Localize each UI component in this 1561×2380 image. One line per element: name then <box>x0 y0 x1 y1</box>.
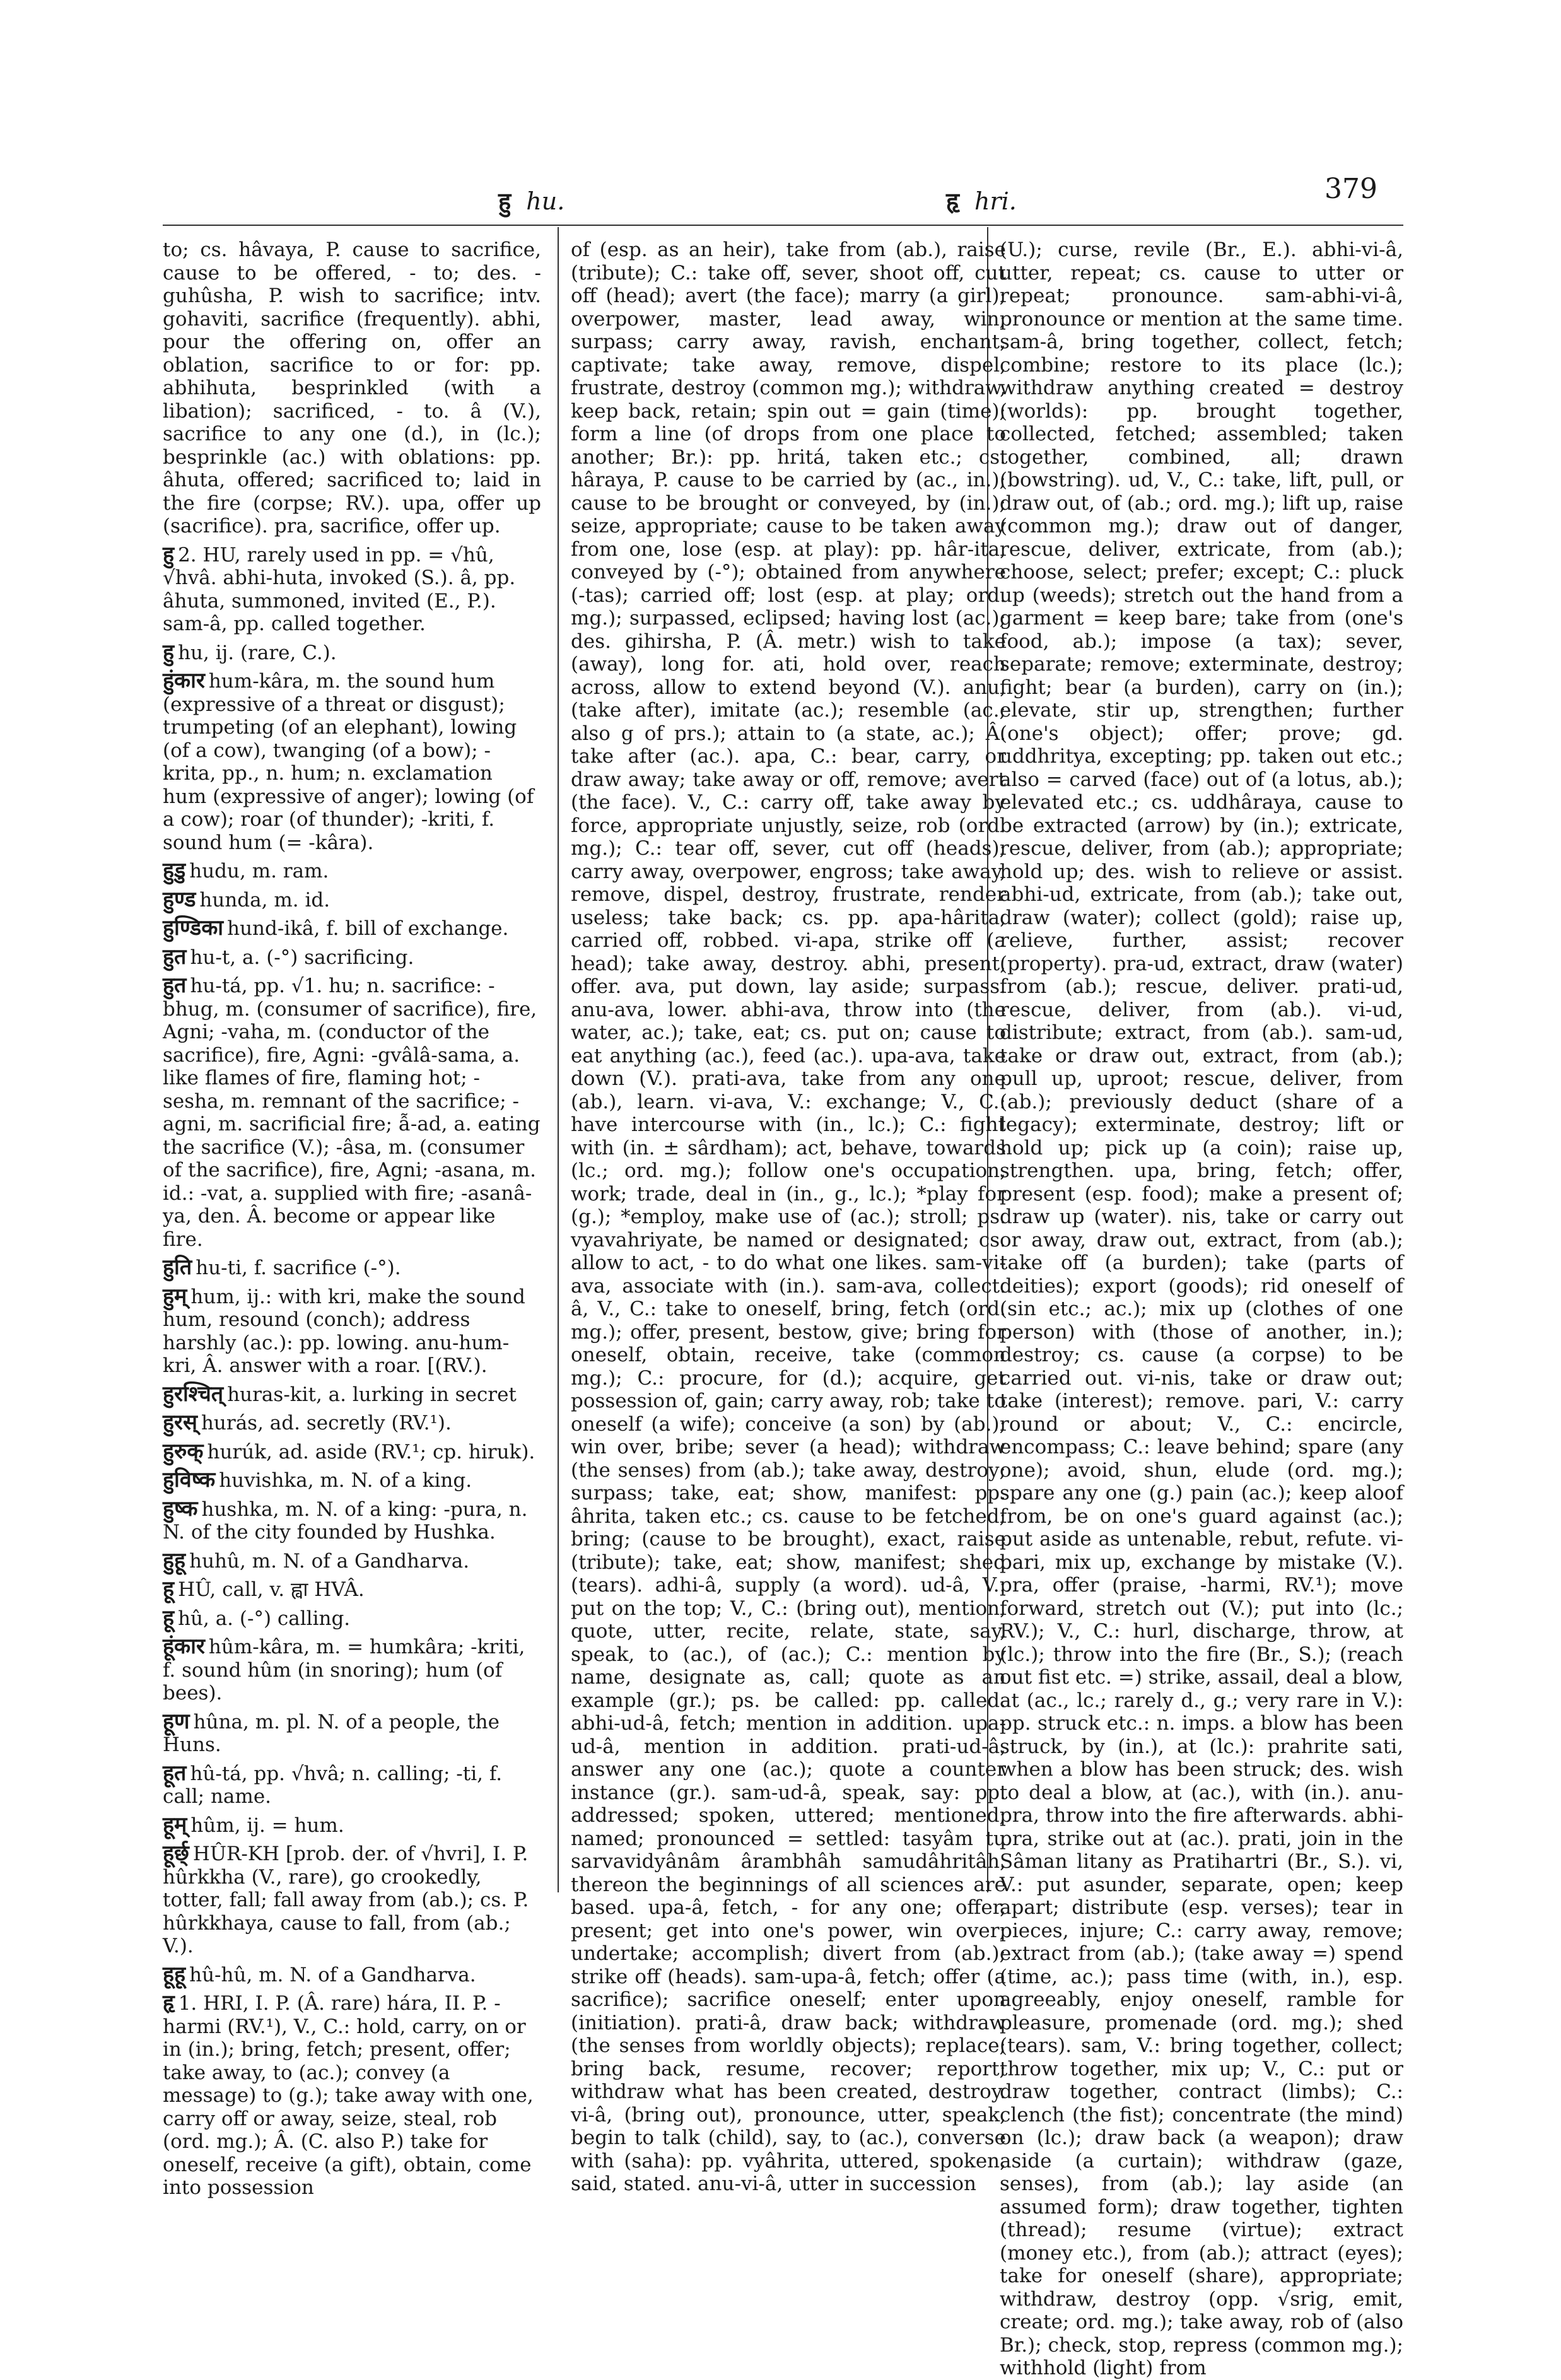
entry-headword: हुरश्चित् <box>163 1381 224 1407</box>
dictionary-entry <box>163 669 541 854</box>
entry-text: HÛR-KH [prob. der. of √hvri], I. P. hûrkkha (V., rare), go crookedly, totter, fall; fall away from (ab.); cs. P. hûrkkhaya, cause to fall, from (ab.; V.). <box>163 1843 529 1957</box>
entry-headword: हु <box>163 639 175 665</box>
dictionary-entry <box>163 859 541 883</box>
column-1 <box>163 238 541 2200</box>
dictionary-entry <box>163 1468 541 1492</box>
entry-headword: हुंकार <box>163 668 205 693</box>
entry-headword: हूम् <box>163 1812 187 1838</box>
entry-text: hund-ikâ, f. bill of exchange. <box>227 917 509 940</box>
entry-text: hûna, m. pl. N. of a people, the Huns. <box>163 1710 500 1756</box>
entry-headword: हूण <box>163 1708 190 1734</box>
entry-text: hum-kâra, m. the sound hum (expressive of a threat or disgust); trumpeting (of an elephant), lowing (of a cow), twanging (of a bow); -krita, pp., n. hum; n. exclamation hum (expressive of anger); lowing (of a cow); roar (of thunder); -kriti, f. sound hum (= -kâra). <box>163 670 534 854</box>
entry-text: hû, a. (-°) calling. <box>178 1607 351 1630</box>
column-3 <box>1000 238 1403 2380</box>
entry-headword: हू <box>163 1605 175 1631</box>
entry-text: hushka, m. N. of a king: -pura, n. N. of the city founded by Hushka. <box>163 1498 528 1544</box>
entry-text: huvishka, m. N. of a king. <box>219 1469 472 1492</box>
entry-text: hu, ij. (rare, C.). <box>178 641 337 664</box>
dictionary-entry <box>163 1578 541 1602</box>
column-1-entries <box>163 543 541 2200</box>
dictionary-entry <box>163 1963 541 1987</box>
dictionary-entry <box>163 888 541 912</box>
entry-headword: हुरुक् <box>163 1438 204 1464</box>
entry-headword: हुविष्क <box>163 1467 216 1492</box>
entry-text: 1. HRI, I. P. (Â. rare) hára, II. P. -harmi (RV.¹), V., C.: hold, carry, on or in (in.); bring, fetch; present, offer; take away, to (ac.); convey (a message) to (g.); take away with one, carry off or away, seize, steal, rob (ord. mg.); Â. (C. also P.) take for oneself, receive (a gift), obtain, come into possession <box>163 1992 534 2199</box>
column-1-continuation: to; cs. hâvaya, P. cause to sacrifice, cause to be offered, - to; des. -guhûsha, P. wish to sacrifice; intv. gohaviti, sacrifice (frequently). abhi, pour the offering on, offer an oblation, sacrifice to or for: pp. abhihuta, besprinkled (with a libation); sacrificed, - to. â (V.), sacrifice to any one (d.), in (lc.); besprinkle (ac.) with oblations: pp. âhuta, offered; sacrificed to; laid in the fire (corpse; RV.). upa, offer up (sacrifice). pra, sacrifice, offer up. <box>163 238 541 537</box>
entry-headword: हुत <box>163 944 187 970</box>
entry-headword: हुत <box>163 973 187 998</box>
entry-text: hum, ij.: with kri, make the sound hum, resound (conch); address harshly (ac.): pp. lowing. anu-hum-kri, Â. answer with a roar. [(RV.). <box>163 1285 525 1377</box>
dictionary-entry <box>163 1607 541 1631</box>
entry-headword: हुति <box>163 1255 192 1280</box>
entry-text: huhû, m. N. of a Gandharva. <box>189 1549 470 1573</box>
column-3-text: (U.); curse, revile (Br., E.). abhi-vi-â, utter, repeat; cs. cause to utter or repeat; pronounce. sam-abhi-vi-â, pronounce or mention at the same time. sam-â, bring together, collect, fetch; combine; restore to its place (lc.); withdraw anything created = destroy (worlds): pp. brought together, collected, fetched; assembled; taken together, combined, all; drawn (bowstring). ud, V., C.: take, lift, pull, or draw out, of (ab.; ord. mg.); lift up, raise (common mg.); draw out of danger, rescue, deliver, extricate, from (ab.); choose, select; prefer; except; C.: pluck up (weeds); stretch out the hand from a garment = keep bare; take from (one's food, ab.); impose (a tax); sever, separate; remove; exterminate, destroy; fight; bear (a burden), carry on (in.); elevate, stir up, strengthen; further (one's object); offer; prove; gd. uddhritya, excepting; pp. taken out etc.; also = carved (face) out of (a lotus, ab.); elevated etc.; cs. uddhâraya, cause to be extracted (arrow) by (in.); extricate, rescue, deliver, from (ab.); appropriate; hold up; des. wish to relieve or assist. abhi-ud, extricate, from (ab.); take out, draw (water); collect (gold); raise up, relieve, further, assist; recover (property). pra-ud, extract, draw (water) from (ab.); rescue, deliver. prati-ud, rescue, deliver, from (ab.). vi-ud, distribute; extract, from (ab.). sam-ud, take or draw out, extract, from (ab.); pull up, uproot; rescue, deliver, from (ab.); previously deduct (share of a legacy); exterminate, destroy; lift or hold up; pick up (a coin); raise up, strengthen. upa, bring, fetch; offer, present (esp. food); make a present of; draw up (water). nis, take or carry out or away, draw out, extract, from (ab.); take off (a burden); take (parts of deities); export (goods); rid oneself of (sin etc.; ac.); mix up (clothes of one person) with (those of another, in.); destroy; cs. cause (a corpse) to be carried out. vi-nis, take or draw out; take (interest); remove. pari, V.: carry round or about; V., C.: encircle, encompass; C.: leave behind; spare (any one); avoid, shun, elude (ord. mg.); spare any one (g.) pain (ac.); keep aloof from, be on one's guard against (ac.); put aside as untenable, rebut, refute. vi-pari, mix up, exchange by mistake (V.). pra, offer (praise, -harmi, RV.¹); move forward, stretch out (V.); put into (lc.; RV.); V., C.: hurl, discharge, throw, at (lc.); throw into the fire (Br., S.); (reach out fist etc. =) strike, assail, deal a blow, at (ac., lc.; rarely d., g.; very rare in V.): pp. struck etc.: n. imps. a blow has been struck, by (in.), at (lc.): prahrite sati, when a blow has been struck; des. wish to deal a blow, at (ac.), with (in.). anu-pra, throw into the fire afterwards. abhi-pra, strike out at (ac.). prati, join in the Sâman litany as Pratihartri (Br., S.). vi, V.: put asunder, separate, open; keep apart; distribute (esp. verses); tear in pieces, injure; C.: carry away, remove; extract from (ab.); (take away =) spend (time, ac.); pass time (with, in.), esp. agreeably, enjoy oneself, ramble for pleasure, promenade (ord. mg.); shed (tears). sam, V.: bring together, collect; throw together, mix up; V., C.: put or draw together, contract (limbs); C.: clench (the fist); concentrate (the mind) on (lc.); draw back (a weapon); draw aside (a curtain); withdraw (gaze, senses), from (ab.); lay aside (an assumed form); draw together, tighten (thread); resume (virtue); extract (money etc.), from (ab.); attract (eyes); take for oneself (share), appropriate; withdraw, destroy (opp. √srig, emit, create; ord. mg.); take away, rob of (also Br.); check, stop, repress (common mg.); withhold (light) from <box>1000 238 1403 2379</box>
dictionary-entry <box>163 1814 541 1838</box>
page-header <box>0 165 1561 222</box>
column-2 <box>571 238 1006 2196</box>
column-divider-1 <box>558 227 559 1892</box>
dictionary-entry <box>163 1842 541 1958</box>
header-center-roman: hri. <box>974 187 1017 215</box>
dictionary-entry <box>163 1440 541 1464</box>
dictionary-entry <box>163 917 541 941</box>
dictionary-entry <box>163 1411 541 1435</box>
entry-headword: हूंकार <box>163 1634 205 1659</box>
entry-text: hudu, m. ram. <box>189 860 329 882</box>
entry-headword: हुहू <box>163 1547 186 1573</box>
entry-headword: हुण्डिका <box>163 915 224 941</box>
entry-text: hu-ti, f. sacrifice (-°). <box>196 1257 401 1279</box>
entry-text: hu-t, a. (-°) sacrificing. <box>190 946 414 969</box>
header-left-devanagari: हु <box>498 187 512 215</box>
entry-headword: हुडु <box>163 858 186 883</box>
entry-text: huras-kit, a. lurking in secret <box>227 1383 517 1406</box>
entry-headword: हूर्छ् <box>163 1841 189 1866</box>
entry-text: hû-tá, pp. √hvâ; n. calling; -ti, f. call; name. <box>163 1762 503 1808</box>
header-center-devanagari: हृ <box>946 187 959 215</box>
entry-headword: हू <box>163 1576 175 1602</box>
dictionary-entry <box>163 1762 541 1808</box>
entry-text: hûm-kâra, m. = humkâra; -kriti, f. sound hûm (in snoring); hum (of bees). <box>163 1636 525 1704</box>
entry-headword: हुष्क <box>163 1496 198 1521</box>
entry-text: hurúk, ad. aside (RV.¹; cp. hiruk). <box>207 1440 535 1463</box>
dictionary-entry <box>163 1256 541 1280</box>
page-number: 379 <box>1324 173 1377 205</box>
header-center-headword <box>946 184 1017 217</box>
dictionary-entry <box>163 543 541 636</box>
dictionary-entry <box>163 946 541 970</box>
entry-text: hurás, ad. secretly (RV.¹). <box>201 1412 452 1434</box>
header-left-roman: hu. <box>526 187 565 215</box>
entry-text: hunda, m. id. <box>199 888 330 912</box>
entry-headword: हु <box>163 541 175 567</box>
entry-text: hû-hû, m. N. of a Gandharva. <box>189 1963 476 1986</box>
entry-headword: हृ <box>163 1990 175 2015</box>
entry-headword: हुरस् <box>163 1410 197 1435</box>
entry-text: hûm, ij. = hum. <box>190 1814 344 1837</box>
dictionary-entry <box>163 1549 541 1573</box>
dictionary-entry <box>163 1383 541 1407</box>
entry-headword: हुम् <box>163 1283 187 1309</box>
dictionary-entry <box>163 1710 541 1757</box>
entry-text: HÛ, call, v. ह्वा HVÂ. <box>178 1578 365 1601</box>
entry-headword: हूत <box>163 1760 187 1786</box>
dictionary-entry <box>163 974 541 1251</box>
entry-text: 2. HU, rarely used in pp. = √hû, √hvâ. abhi-huta, invoked (S.). â, pp. âhuta, summoned, invited (E., P.). sam-â, pp. called together. <box>163 543 516 635</box>
dictionary-entry <box>163 1991 541 2200</box>
entry-headword: हूहू <box>163 1961 186 1987</box>
header-left-headword <box>498 184 564 217</box>
dictionary-entry <box>163 641 541 665</box>
dictionary-entry <box>163 1498 541 1544</box>
dictionary-entry <box>163 1285 541 1378</box>
column-2-text: of (esp. as an heir), take from (ab.), raise (tribute); C.: take off, sever, shoot off, cut off (head); avert (the face); marry (a girl); overpower, master, lead away, win; surpass; carry away, ravish, enchant, captivate; take away, remove, dispel, frustrate, destroy (common mg.); withdraw, keep back, retain; spin out = gain (time); form a line (of drops from one place to another; Br.): pp. hritá, taken etc.; cs. hâraya, P. cause to be carried by (ac., in.); cause to be brought or conveyed, by (in.); seize, appropriate; cause to be taken away from one, lose (esp. at play): pp. hâr-ita, conveyed by (-°); obtained from anywhere (-tas); carried off; lost (esp. at play; ord. mg.); surpassed, eclipsed; having lost (ac.); des. gihirsha, P. (Â. metr.) wish to take (away), long for. ati, hold over, reach across, allow to extend beyond (V.). anu, (take after), imitate (ac.); resemble (ac.; also g of prs.); attain to (a state, ac.); Â. take after (ac.). apa, C.: bear, carry, or draw away; take away or off, remove; avert (the face). V., C.: carry off, take away by force, appropriate unjustly, seize, rob (ord. mg.); C.: tear off, sever, cut off (heads); carry away, overpower, engross; take away, remove, dispel, destroy, frustrate, render useless; take back; cs. pp. apa-hârita, carried off, robbed. vi-apa, strike off (a head); take away, destroy. abhi, present, offer. ava, put down, lay aside; surpass. anu-ava, lower. abhi-ava, throw into (the water, ac.); take, eat; cs. put on; cause to eat anything (ac.), feed (ac.). upa-ava, take down (V.). prati-ava, take from any one (ab.), learn. vi-ava, V.: exchange; V., C.: have intercourse with (in., lc.); C.: fight with (in. ± sârdham); act, behave, towards (lc.; ord. mg.); follow one's occupation, work; trade, deal in (in., g., lc.); *play for (g.); *employ, make use of (ac.); stroll; ps. vyavahriyate, be named or designated; cs. allow to act, - to do what one likes. sam-vi-ava, associate with (in.). sam-ava, collect. â, V., C.: take to oneself, bring, fetch (ord. mg.); offer, present, bestow, give; bring for oneself, obtain, receive, take (common mg.); C.: procure, for (d.); acquire, get possession of, gain; carry away, rob; take to oneself (a wife); conceive (a son) by (ab.); win over, bribe; sever (a head); withdraw (the senses) from (ab.); take away, destroy; surpass; take, eat; show, manifest: pp. âhrita, taken etc.; cs. cause to be fetched; bring; (cause to be brought), exact, raise (tribute); take, eat; show, manifest; shed (tears). adhi-â, supply (a word). ud-â, V.: put on the top; V., C.: (bring out), mention, quote, utter, recite, relate, state, say, speak, to (ac.), of (ac.); C.: mention by name, designate as, call; quote as an example (gr.); ps. be called: pp. called. abhi-ud-â, fetch; mention in addition. upa-ud-â, mention in addition. prati-ud-â, answer any one (ac.); quote a counter instance (gr.). sam-ud-â, speak, say: pp. addressed; spoken, uttered; mentioned; named; pronounced = settled: tasyâm tu sarvavidyânâm ârambhâh samudâhritâh, thereon the beginnings of all sciences are based. upa-â, fetch, - for any one; offer, present; get into one's power, win over; undertake; accomplish; divert from (ab.); strike off (heads). sam-upa-â, fetch; offer (a sacrifice); sacrifice oneself; enter upon (initiation). prati-â, draw back; withdraw (the senses from worldly objects); replace; bring back, resume, recover; report; withdraw what has been created, destroy. vi-â, (bring out), pronounce, utter, speak, begin to talk (child), say, to (ac.), converse with (saha): pp. vyâhrita, uttered, spoken, said, stated. anu-vi-â, utter in succession <box>571 238 1006 2195</box>
header-rule <box>163 225 1403 226</box>
dictionary-entry <box>163 1635 541 1705</box>
entry-headword: हुण्ड <box>163 886 196 912</box>
entry-text: hu-tá, pp. √1. hu; n. sacrifice: -bhug, m. (consumer of sacrifice), fire, Agni; -vaha, m. (conductor of the sacrifice), fire, Agni: -gvâlâ-sama, a. like flames of fire, flaming hot; -sesha, m. remnant of the sacrifice; -agni, m. sacrificial fire; ẫ-ad, a. eating the sacrifice (V.); -âsa, m. (consumer of the sacrifice), fire, Agni; -asana, m. id.: -vat, a. supplied with fire; -asanâ-ya, den. Â. become or appear like fire. <box>163 975 541 1251</box>
